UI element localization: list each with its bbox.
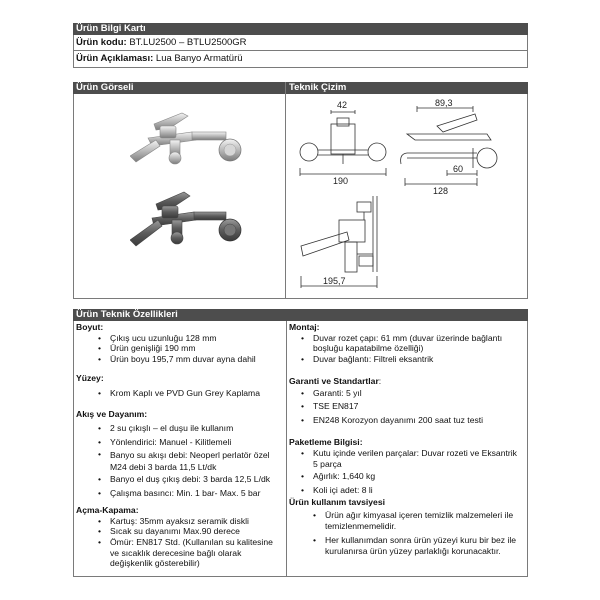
image-drawing-divider — [285, 82, 286, 299]
technical-drawing — [287, 96, 525, 296]
dim-128: 128 — [433, 186, 449, 196]
boyut-item: • Ürün genişliği 190 mm — [88, 343, 282, 354]
product-code-value: BT.LU2500 – BTLU2500GR — [129, 37, 247, 48]
acma-item: • Kartuş: 35mm ayaksız seramik diskli — [88, 516, 282, 527]
acma-item: • Ömür: EN817 Std. (Kullanılan su kalitesine ve sıcaklık derecesine bağlı olarak değişkenlik gösterebilir) — [88, 537, 282, 569]
tavsiye-item: • Her kullanımdan sonra ürün yüzeyi kuru bir bez ile kurulanırsa ürün yüzey parlaklığı korunacaktır. — [303, 535, 524, 556]
product-code-row — [73, 35, 528, 51]
product-desc-row — [73, 51, 528, 68]
paket-item: • Koli içi adet: 8 li — [291, 485, 524, 496]
akis-item: • Banyo el duş çıkış debi: 3 barda 12,5 L/dk — [88, 473, 282, 487]
dim-89: 89,3 — [435, 98, 453, 108]
tavsiye-title: Ürün kullanım tavsiyesi — [289, 497, 385, 508]
paket-item: • Ağırlık: 1,640 kg — [291, 471, 524, 482]
yuzey-title: Yüzey: — [76, 373, 104, 384]
boyut-title: Boyut: — [76, 322, 104, 332]
dim-60: 60 — [453, 164, 464, 174]
akis-item: • Çalışma basıncı: Min. 1 bar- Max. 5 bar — [88, 487, 282, 501]
dim-42: 42 — [337, 100, 348, 110]
specs-right-column: Montaj: • Duvar rozet çapı: 61 mm (duvar üzerinde bağlantı boşluğu kapatabilme özelliği) • Duvar bağlantı: Filtreli eksantrik Garanti ve Standartlar: • Garanti: 5 yıl • TSE EN817 • EN248 Korozyon dayanımı 200 saat tuz testi Paketleme Bilgisi: • Kutu içinde verilen parçalar: Duvar rozeti ve Eksantrik 5 parça • Ağırlık: 1,640 kg • Koli içi adet: 8 li Ürün kullanım tavsiyesi • Ürün ağır kimyasal içeren temizlik malzemeleri ile temizlenmemelidir. • Her kullanımdan sonra ürün yüzeyi kuru bir bez ile kurulanırsa ürün yüzey parlaklığı korunacaktır. — [289, 322, 524, 556]
specs-divider — [286, 321, 287, 577]
acma-item: • Sıcak su dayanımı Max.90 derece — [88, 526, 282, 537]
montaj-title: Montaj: — [289, 322, 320, 332]
product-desc-value: Lua Banyo Armatürü — [155, 53, 243, 64]
tavsiye-item: • Ürün ağır kimyasal içeren temizlik malzemeleri ile temizlenmemelidir. — [303, 510, 524, 531]
boyut-item: • Çıkış ucu uzunluğu 128 mm — [88, 333, 282, 344]
image-header: Ürün Görseli — [73, 82, 285, 94]
boyut-item: • Ürün boyu 195,7 mm duvar ayna dahil — [88, 354, 282, 365]
product-desc-label: Ürün Açıklaması: — [76, 53, 154, 64]
dim-190: 190 — [333, 176, 349, 186]
yuzey-item: • Krom Kaplı ve PVD Gun Grey Kaplama — [88, 388, 282, 399]
garanti-item: • EN248 Korozyon dayanımı 200 saat tuz testi — [291, 414, 524, 428]
montaj-item: • Duvar rozet çapı: 61 mm (duvar üzerinde bağlantı boşluğu kapatabilme özelliği) — [291, 333, 524, 354]
card-title: Ürün Bilgi Kartı — [76, 23, 146, 34]
product-code-label: Ürün kodu: — [76, 37, 127, 48]
paket-title: Paketleme Bilgisi: — [289, 437, 363, 448]
montaj-item: • Duvar bağlantı: Filtreli eksantrik — [291, 354, 524, 365]
garanti-item: • Garanti: 5 yıl — [291, 387, 524, 401]
akis-item: • 2 su çıkışlı – el duşu ile kullanım — [88, 422, 282, 436]
garanti-title: Garanti ve Standartlar — [289, 376, 379, 387]
paket-item: • Kutu içinde verilen parçalar: Duvar rozeti ve Eksantrik 5 parça — [291, 448, 524, 469]
garanti-item: • TSE EN817 — [291, 400, 524, 414]
product-image-chrome — [130, 110, 250, 180]
akis-item: • Yönlendirici: Manuel - Kilitlemeli — [88, 436, 282, 450]
specs-left-column — [76, 322, 282, 569]
card-title-bar — [73, 23, 528, 35]
drawing-header: Teknik Çizim — [286, 82, 528, 94]
specs-header: Ürün Teknik Özellikleri — [73, 309, 528, 321]
akis-item: • Banyo su akışı debi: Neoperl perlatör özel M24 debi 3 barda 11,5 Lt/dk — [88, 449, 282, 473]
acma-title: Açma-Kapama: — [76, 505, 139, 516]
dim-195: 195,7 — [323, 276, 346, 286]
akis-title: Akış ve Dayanım: — [76, 408, 148, 419]
product-image-gun-grey — [130, 188, 250, 258]
